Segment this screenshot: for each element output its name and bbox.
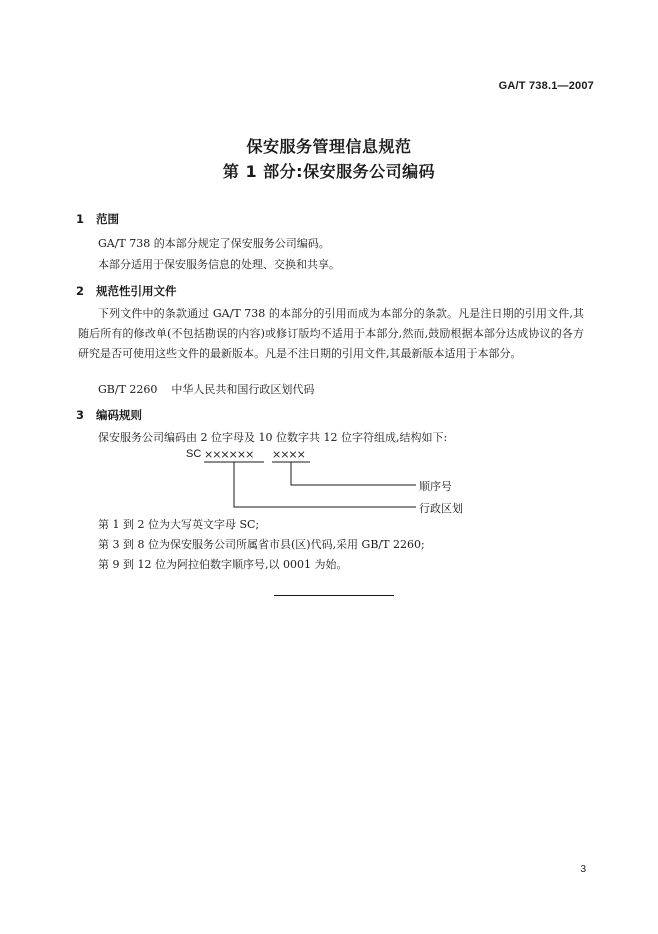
document-subtitle: 第 1 部分:保安服务公司编码 (222, 162, 436, 181)
section-number: 1 (76, 212, 85, 226)
sequence-label: 顺序号 (419, 480, 452, 493)
sequence-digits-placeholder: ×××× (272, 448, 305, 461)
code-prefix: SC (186, 448, 202, 460)
section-title: 规范性引用文件 (96, 284, 177, 298)
region-digits-placeholder: ×××××× (204, 448, 254, 461)
code-structure-diagram (186, 446, 506, 522)
coding-intro: 保安服务公司编码由 2 位字母及 10 位数字共 12 位字符组成,结构如下: (98, 431, 448, 444)
reference-title: 中华人民共和国行政区划代码 (171, 383, 315, 396)
reference-code: GB/T 2260 (98, 383, 158, 396)
section-heading-normative-references (76, 283, 177, 299)
section-number: 2 (76, 284, 85, 298)
coding-rule-2: 第 3 到 8 位为保安服务公司所属省市县(区)代码,采用 GB/T 2260; (98, 538, 425, 551)
reference-entry (98, 381, 314, 397)
scope-paragraph-1: GA/T 738 的本部分规定了保安服务公司编码。 (98, 237, 330, 250)
end-of-document-rule (274, 595, 394, 596)
section-title: 范围 (96, 212, 119, 226)
normative-references-paragraph (78, 304, 584, 364)
section-heading-scope (76, 211, 119, 227)
section-heading-coding-rules (76, 407, 142, 423)
coding-rule-1: 第 1 到 2 位为大写英文字母 SC; (98, 518, 260, 531)
page-number: 3 (580, 864, 586, 875)
sequence-leader-line (291, 462, 416, 485)
scope-paragraph-2: 本部分适用于保安服务信息的处理、交换和共享。 (98, 258, 340, 271)
section-title: 编码规则 (96, 408, 142, 422)
document-title: 保安服务管理信息规范 (246, 137, 412, 156)
standard-code: GA/T 738.1—2007 (498, 80, 594, 92)
region-label: 行政区划 (419, 502, 463, 515)
paragraph-text: 下列文件中的条款通过 GA/T 738 的本部分的引用而成为本部分的条款。凡是注日期的引用文件,其随后所有的修改单(不包括勘误的内容)或修订版均不适用于本部分,然而,鼓励根据本部分达成协议的各方研究是否可使用这些文件的最新版本。凡是不注日期的引用文件,其最新版本适用于本部分。 (78, 307, 584, 360)
section-number: 3 (76, 408, 85, 422)
coding-rule-3: 第 9 到 12 位为阿拉伯数字顺序号,以 0001 为始。 (98, 558, 348, 571)
